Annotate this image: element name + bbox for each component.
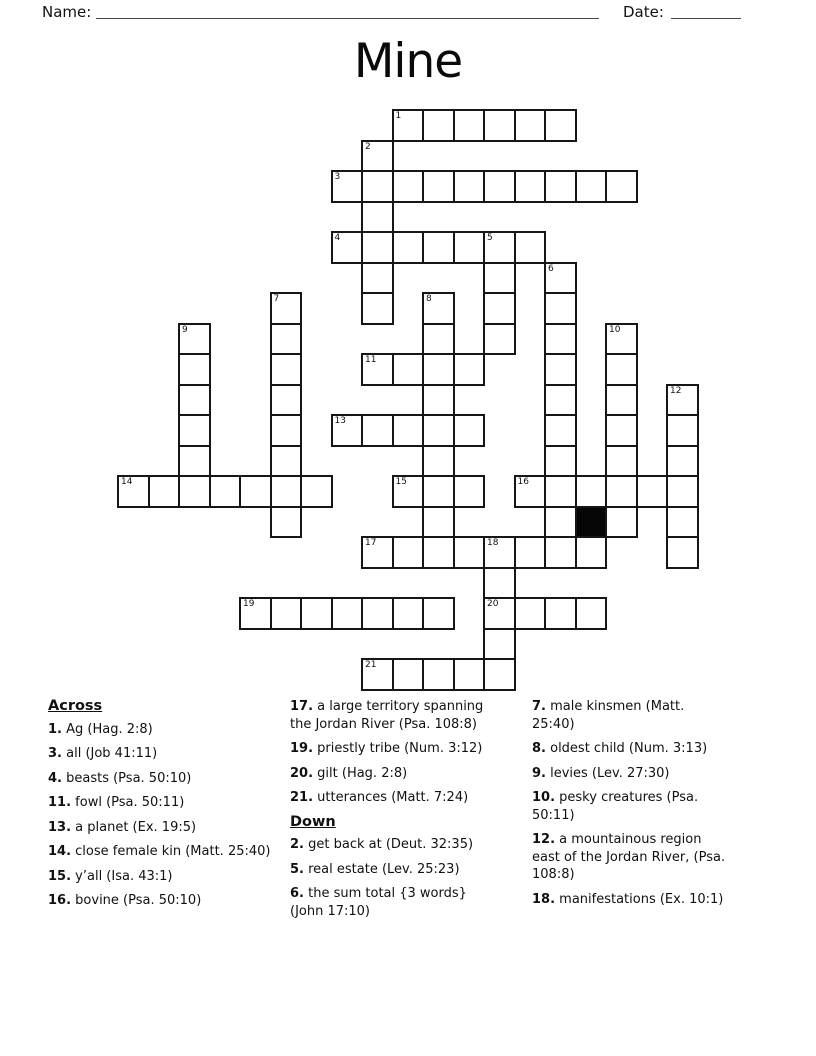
clue-text: utterances (Matt. 7:24) <box>313 790 469 805</box>
cell-number-13: 13 <box>334 416 346 426</box>
grid-cell-r6c5[interactable] <box>270 292 303 325</box>
grid-cell-r2c9[interactable] <box>392 170 425 203</box>
grid-cell-r4c7[interactable] <box>331 231 364 264</box>
clue-column-middle <box>290 698 484 927</box>
clue-text: y’all (Isa. 43:1) <box>71 868 173 884</box>
clue-text: oldest child (Num. 3:13) <box>545 741 708 756</box>
grid-cell-r13c5[interactable] <box>270 506 303 539</box>
grid-cell-r11c5[interactable] <box>270 445 303 478</box>
grid-cell-r8c16[interactable] <box>605 353 638 386</box>
clue-5 <box>290 861 484 879</box>
clue-20 <box>290 765 484 783</box>
grid-cell-r4c9[interactable] <box>392 231 425 264</box>
clue-15 <box>48 868 274 886</box>
clue-number: 17. <box>290 699 314 714</box>
grid-cell-r12c13[interactable] <box>514 475 547 508</box>
clue-number: 2. <box>290 837 304 852</box>
clue-text: get back at (Deut. 32:35) <box>303 837 474 852</box>
clue-text: levies (Lev. 27:30) <box>545 765 670 781</box>
grid-cell-r4c13[interactable] <box>514 231 547 264</box>
grid-cell-r7c12[interactable] <box>483 323 516 356</box>
grid-cell-r6c10[interactable] <box>422 292 455 325</box>
clue-text: a large territory spanning the Jordan River (Psa. 108:8) <box>290 699 484 732</box>
grid-cell-r5c8[interactable] <box>361 262 394 295</box>
grid-cell-r16c15[interactable] <box>575 597 608 630</box>
clue-text: fowl (Psa. 50:11) <box>71 795 185 810</box>
grid-cell-r9c14[interactable] <box>544 384 577 417</box>
grid-cell-r16c12[interactable] <box>483 597 516 630</box>
clue-10 <box>532 789 730 824</box>
cell-number-10: 10 <box>609 324 621 335</box>
grid-cell-r2c16[interactable] <box>605 170 638 203</box>
clue-number: 6. <box>290 886 304 901</box>
grid-cell-r14c8[interactable] <box>361 536 394 569</box>
grid-cell-r14c14[interactable] <box>544 536 577 569</box>
clue-number: 8. <box>532 741 546 756</box>
clue-number: 12. <box>532 832 556 847</box>
cell-number-1: 1 <box>395 111 402 121</box>
clue-text: a planet (Ex. 19:5) <box>71 819 197 835</box>
grid-cell-r8c2[interactable] <box>178 353 211 386</box>
grid-cell-r10c16[interactable] <box>605 414 638 447</box>
grid-cell-r12c10[interactable] <box>422 475 455 508</box>
grid-cell-r14c15[interactable] <box>575 536 608 569</box>
grid-cell-r12c9[interactable] <box>392 475 425 508</box>
clue-12 <box>532 831 730 884</box>
cell-number-16: 16 <box>517 477 529 487</box>
grid-cell-r12c0[interactable] <box>117 475 150 508</box>
grid-cell-r8c11[interactable] <box>453 353 486 386</box>
clue-number: 20. <box>290 765 314 781</box>
grid-cell-r16c14[interactable] <box>544 597 577 630</box>
grid-cell-r12c18[interactable] <box>666 475 699 508</box>
clue-13 <box>48 819 274 837</box>
grid-cell-r12c4[interactable] <box>239 475 272 508</box>
cell-number-4: 4 <box>334 233 341 243</box>
grid-cell-r0c12[interactable] <box>483 109 516 142</box>
cell-number-2: 2 <box>365 141 371 152</box>
grid-cell-r2c7[interactable] <box>331 170 364 203</box>
grid-cell-r13c18[interactable] <box>666 506 699 539</box>
grid-cell-r13c14[interactable] <box>544 506 577 539</box>
cell-number-19: 19 <box>243 599 255 609</box>
grid-cell-r16c10[interactable] <box>422 597 455 630</box>
grid-cell-r9c2[interactable] <box>178 384 211 417</box>
grid-cell-r10c14[interactable] <box>544 414 577 447</box>
clue-number: 14. <box>48 844 72 859</box>
grid-cell-r16c8[interactable] <box>361 597 394 630</box>
grid-cell-r5c12[interactable] <box>483 262 516 295</box>
grid-cell-r12c2[interactable] <box>178 475 211 508</box>
grid-cell-r11c2[interactable] <box>178 445 211 478</box>
cell-number-6: 6 <box>548 263 554 274</box>
grid-cell-r8c5[interactable] <box>270 353 303 386</box>
grid-cell-r12c5[interactable] <box>270 475 303 508</box>
grid-cell-r14c9[interactable] <box>392 536 425 569</box>
clue-text: real estate (Lev. 25:23) <box>303 861 460 877</box>
cell-number-3: 3 <box>334 172 341 182</box>
clue-text: a mountainous region east of the Jordan River, (Psa. 108:8) <box>532 832 726 882</box>
clue-number: 16. <box>48 893 72 908</box>
grid-cell-r18c8[interactable] <box>361 658 394 691</box>
grid-cell-r16c13[interactable] <box>514 597 547 630</box>
grid-cell-r7c14[interactable] <box>544 323 577 356</box>
clue-number: 3. <box>48 746 62 761</box>
clue-16 <box>48 892 274 910</box>
cell-number-14: 14 <box>121 477 133 487</box>
cell-number-11: 11 <box>365 355 377 365</box>
grid-cell-r2c14[interactable] <box>544 170 577 203</box>
clue-number: 4. <box>48 770 62 786</box>
grid-cell-r12c1[interactable] <box>148 475 181 508</box>
grid-cell-r8c14[interactable] <box>544 353 577 386</box>
grid-cell-r8c10[interactable] <box>422 353 455 386</box>
grid-cell-r14c13[interactable] <box>514 536 547 569</box>
grid-cell-r10c10[interactable] <box>422 414 455 447</box>
grid-cell-r12c6[interactable] <box>300 475 333 508</box>
cell-number-18: 18 <box>487 538 499 548</box>
clue-3 <box>48 745 274 763</box>
clue-21 <box>290 789 484 807</box>
black-cell <box>575 506 608 539</box>
clue-number: 9. <box>532 765 546 781</box>
clue-19 <box>290 740 484 758</box>
grid-cell-r12c16[interactable] <box>605 475 638 508</box>
clue-number: 7. <box>532 699 546 714</box>
grid-cell-r10c18[interactable] <box>666 414 699 447</box>
grid-cell-r14c12[interactable] <box>483 536 516 569</box>
clue-text: beasts (Psa. 50:10) <box>61 770 192 786</box>
grid-cell-r16c9[interactable] <box>392 597 425 630</box>
grid-cell-r0c10[interactable] <box>422 109 455 142</box>
grid-cell-r0c9[interactable] <box>392 109 425 142</box>
grid-cell-r6c12[interactable] <box>483 292 516 325</box>
grid-cell-r3c8[interactable] <box>361 201 394 234</box>
clue-6 <box>290 885 484 920</box>
grid-cell-r12c14[interactable] <box>544 475 577 508</box>
grid-cell-r5c14[interactable] <box>544 262 577 295</box>
clue-1 <box>48 721 274 739</box>
grid-cell-r7c5[interactable] <box>270 323 303 356</box>
grid-cell-r12c15[interactable] <box>575 475 608 508</box>
grid-cell-r4c8[interactable] <box>361 231 394 264</box>
cell-number-17: 17 <box>365 538 377 548</box>
cell-number-5: 5 <box>487 233 493 243</box>
grid-cell-r17c12[interactable] <box>483 628 516 661</box>
clue-14 <box>48 843 274 861</box>
grid-cell-r11c16[interactable] <box>605 445 638 478</box>
puzzle-title: Mine <box>353 34 463 89</box>
grid-cell-r2c13[interactable] <box>514 170 547 203</box>
grid-cell-r2c15[interactable] <box>575 170 608 203</box>
grid-cell-r4c10[interactable] <box>422 231 455 264</box>
cell-number-15: 15 <box>395 477 407 487</box>
name-line <box>96 1 599 19</box>
clue-text: pesky creatures (Psa. 50:11) <box>532 790 699 823</box>
clue-column-right <box>532 698 730 915</box>
grid-cell-r11c14[interactable] <box>544 445 577 478</box>
grid-cell-r6c8[interactable] <box>361 292 394 325</box>
cell-number-7: 7 <box>273 294 280 304</box>
grid-cell-r10c2[interactable] <box>178 414 211 447</box>
date-label: Date: <box>623 3 664 21</box>
grid-cell-r10c7[interactable] <box>331 414 364 447</box>
clue-number: 11. <box>48 795 72 810</box>
clue-11 <box>48 794 274 812</box>
clue-number: 13. <box>48 819 72 835</box>
clue-number: 5. <box>290 861 304 877</box>
clue-number: 1. <box>48 721 62 737</box>
grid-cell-r2c11[interactable] <box>453 170 486 203</box>
grid-cell-r18c9[interactable] <box>392 658 425 691</box>
clue-2 <box>290 836 484 854</box>
grid-cell-r13c10[interactable] <box>422 506 455 539</box>
cell-number-21: 21 <box>365 660 377 670</box>
grid-cell-r16c7[interactable] <box>331 597 364 630</box>
clue-column-left <box>48 698 274 917</box>
clue-7 <box>532 698 730 733</box>
down-header: Down <box>290 813 336 830</box>
grid-cell-r18c12[interactable] <box>483 658 516 691</box>
grid-cell-r4c11[interactable] <box>453 231 486 264</box>
grid-cell-r0c13[interactable] <box>514 109 547 142</box>
crossword-grid <box>117 109 701 693</box>
grid-cell-r2c12[interactable] <box>483 170 516 203</box>
clue-number: 19. <box>290 741 314 756</box>
grid-cell-r8c9[interactable] <box>392 353 425 386</box>
grid-cell-r14c11[interactable] <box>453 536 486 569</box>
clue-text: manifestations (Ex. 10:1) <box>555 891 724 907</box>
grid-cell-r14c10[interactable] <box>422 536 455 569</box>
grid-cell-r2c10[interactable] <box>422 170 455 203</box>
grid-cell-r18c11[interactable] <box>453 658 486 691</box>
grid-cell-r14c18[interactable] <box>666 536 699 569</box>
grid-cell-r10c5[interactable] <box>270 414 303 447</box>
clue-text: close female kin (Matt. 25:40) <box>71 844 271 859</box>
clue-text: the sum total {3 words} (John 17:10) <box>290 886 467 919</box>
grid-cell-r9c18[interactable] <box>666 384 699 417</box>
clue-9 <box>532 765 730 783</box>
clue-text: gilt (Hag. 2:8) <box>313 765 408 781</box>
grid-cell-r10c9[interactable] <box>392 414 425 447</box>
grid-cell-r18c10[interactable] <box>422 658 455 691</box>
grid-cell-r10c8[interactable] <box>361 414 394 447</box>
clue-text: all (Job 41:11) <box>61 746 158 761</box>
grid-cell-r7c10[interactable] <box>422 323 455 356</box>
cell-number-8: 8 <box>426 294 432 304</box>
grid-cell-r9c10[interactable] <box>422 384 455 417</box>
clue-number: 10. <box>532 790 556 805</box>
clue-number: 15. <box>48 868 72 884</box>
grid-cell-r1c8[interactable] <box>361 140 394 173</box>
grid-cell-r16c6[interactable] <box>300 597 333 630</box>
name-label: Name: <box>42 3 92 21</box>
grid-cell-r12c17[interactable] <box>636 475 669 508</box>
grid-cell-r16c4[interactable] <box>239 597 272 630</box>
grid-cell-r7c16[interactable] <box>605 323 638 356</box>
clue-number: 21. <box>290 790 314 805</box>
grid-cell-r0c14[interactable] <box>544 109 577 142</box>
clue-4 <box>48 770 274 788</box>
grid-cell-r6c14[interactable] <box>544 292 577 325</box>
grid-cell-r7c2[interactable] <box>178 323 211 356</box>
clue-number: 18. <box>532 891 556 907</box>
clue-18 <box>532 891 730 909</box>
cell-number-12: 12 <box>670 385 682 396</box>
date-line <box>671 1 741 19</box>
grid-cell-r16c5[interactable] <box>270 597 303 630</box>
clue-17 <box>290 698 484 733</box>
grid-cell-r12c3[interactable] <box>209 475 242 508</box>
grid-cell-r2c8[interactable] <box>361 170 394 203</box>
clue-text: bovine (Psa. 50:10) <box>71 893 202 908</box>
grid-cell-r9c16[interactable] <box>605 384 638 417</box>
grid-cell-r10c11[interactable] <box>453 414 486 447</box>
grid-cell-r13c16[interactable] <box>605 506 638 539</box>
cell-number-9: 9 <box>182 324 188 335</box>
clue-text: priestly tribe (Num. 3:12) <box>313 741 483 756</box>
grid-cell-r11c18[interactable] <box>666 445 699 478</box>
clue-text: Ag (Hag. 2:8) <box>61 721 153 737</box>
grid-cell-r4c12[interactable] <box>483 231 516 264</box>
grid-cell-r0c11[interactable] <box>453 109 486 142</box>
grid-cell-r11c10[interactable] <box>422 445 455 478</box>
cell-number-20: 20 <box>487 599 499 609</box>
grid-cell-r9c5[interactable] <box>270 384 303 417</box>
grid-cell-r15c12[interactable] <box>483 567 516 600</box>
grid-cell-r8c8[interactable] <box>361 353 394 386</box>
grid-cell-r12c11[interactable] <box>453 475 486 508</box>
across-header: Across <box>48 698 103 714</box>
clue-text: male kinsmen (Matt. 25:40) <box>532 699 685 732</box>
clue-8 <box>532 740 730 758</box>
